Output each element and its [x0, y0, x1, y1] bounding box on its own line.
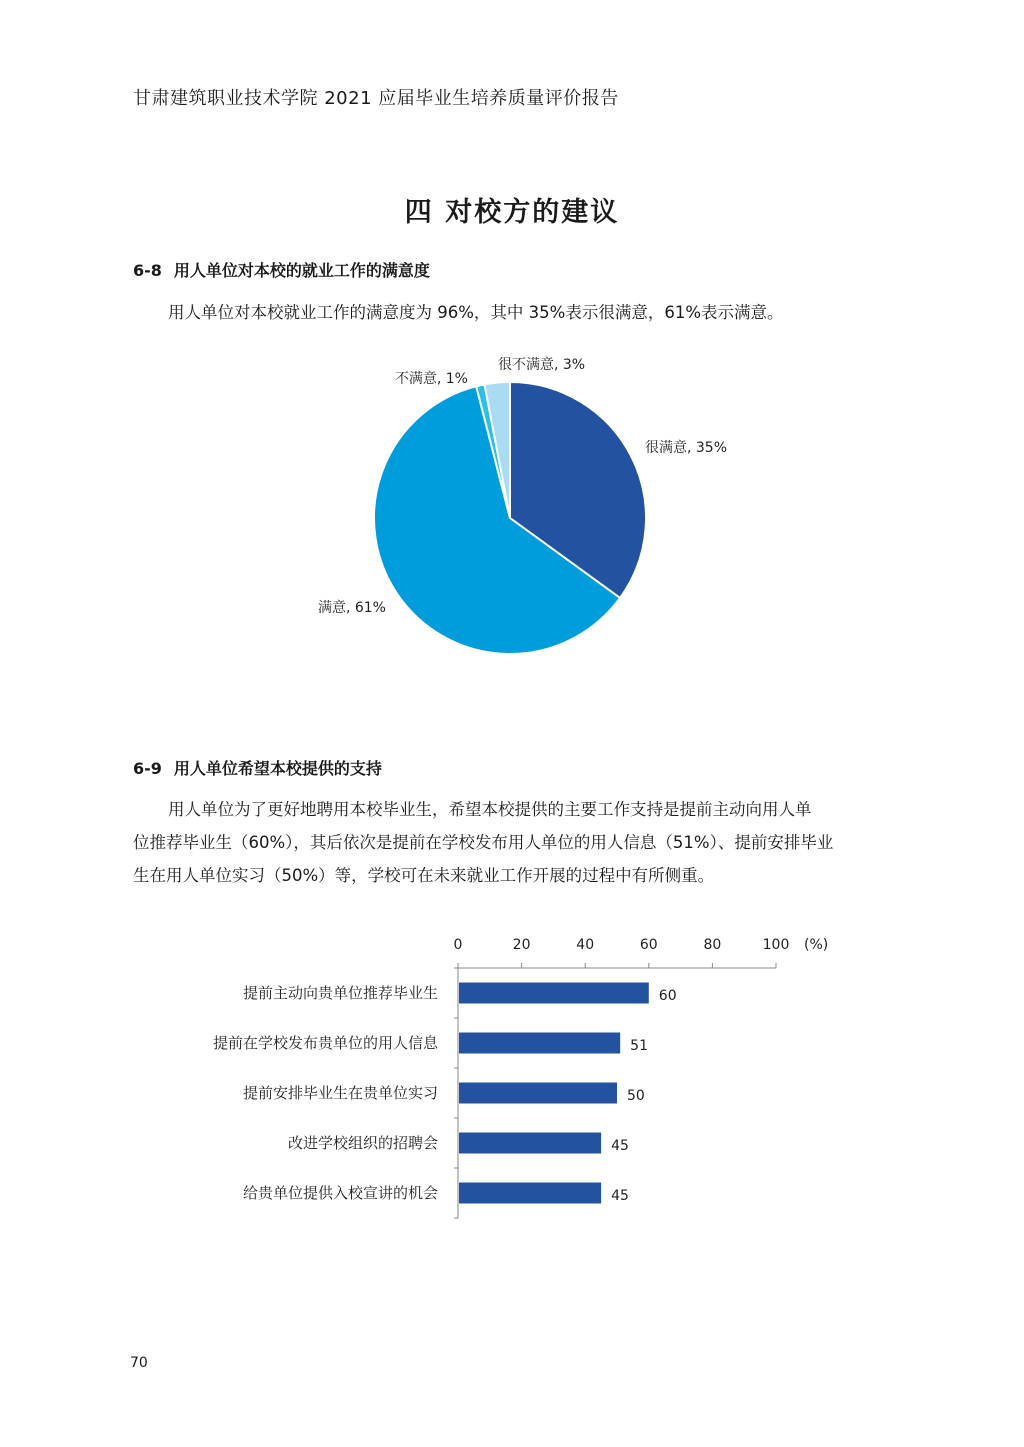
category-label: 提前安排毕业生在贵单位实习 [242, 1084, 438, 1102]
bar [459, 1083, 617, 1104]
bar [459, 1033, 620, 1054]
paragraph-line: 生在用人单位实习（50%）等，学校可在未来就业工作开展的过程中有所侧重。 [133, 866, 715, 885]
paragraph-line: 位推荐毕业生（60%），其后依次是提前在学校发布用人单位的用人信息（51%）、提前安排毕业 [133, 833, 834, 852]
section-title: 用人单位希望本校提供的支持 [173, 759, 382, 778]
category-label: 给贵单位提供入校宣讲的机会 [242, 1184, 438, 1202]
bar-value-label: 51 [630, 1038, 649, 1054]
pie-data-label: 满意, 61% [317, 600, 386, 616]
bar-value-label: 45 [611, 1188, 629, 1204]
section-title: 用人单位对本校的就业工作的满意度 [173, 261, 430, 280]
chapter-title: 四 对校方的建议 [404, 197, 620, 228]
x-tick-label: 60 [639, 937, 658, 953]
category-label: 改进学校组织的招聘会 [287, 1134, 438, 1152]
bar-value-label: 50 [627, 1088, 645, 1104]
pie-data-label: 很不满意, 3% [498, 357, 586, 373]
paragraph-line: 用人单位为了更好地聘用本校毕业生，希望本校提供的主要工作支持是提前主动向用人单 [168, 800, 812, 819]
x-axis-unit-label: (%) [804, 937, 829, 953]
x-tick-label: 80 [703, 937, 722, 953]
section-number: 6-9 [133, 759, 162, 778]
bar [459, 983, 649, 1004]
x-tick-label: 100 [762, 937, 790, 953]
bar-value-label: 45 [611, 1138, 629, 1154]
x-tick-label: 0 [453, 937, 463, 953]
category-label: 提前在学校发布贵单位的用人信息 [212, 1034, 438, 1052]
section-number: 6-8 [133, 261, 162, 280]
running-header: 甘肃建筑职业技术学院 2021 应届毕业生培养质量评价报告 [133, 88, 619, 109]
bar [459, 1183, 601, 1204]
x-tick-label: 40 [576, 937, 595, 953]
pie-data-label: 不满意, 1% [394, 371, 468, 387]
category-label: 提前主动向贵单位推荐毕业生 [242, 984, 438, 1002]
x-tick-label: 20 [512, 937, 531, 953]
page-number: 70 [130, 1355, 148, 1371]
bar [459, 1133, 601, 1154]
paragraph-line: 用人单位对本校就业工作的满意度为 96%，其中 35%表示很满意，61%表示满意。 [168, 303, 784, 322]
pie-data-label: 很满意, 35% [645, 440, 728, 456]
bar-value-label: 60 [658, 988, 677, 1004]
